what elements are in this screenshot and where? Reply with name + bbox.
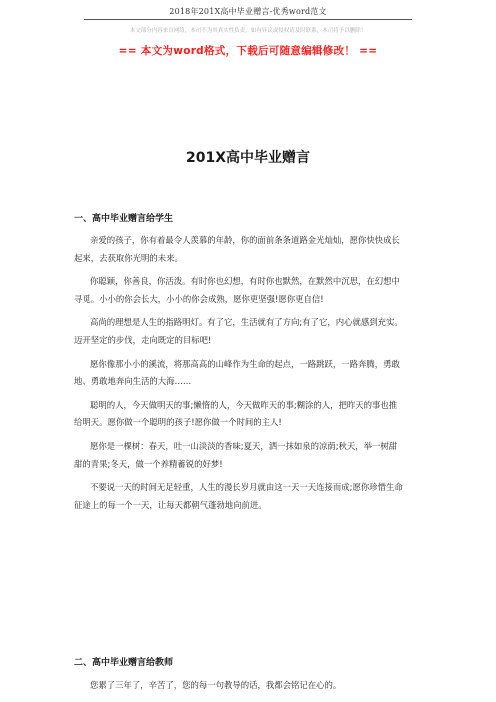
document-title: 201X高中毕业赠言	[185, 150, 311, 166]
paragraph: 聪明的人，今天做明天的事;懒惰的人，今天做昨天的事;糊涂的人，把昨天的事也推给明天。愿你做一个聪明的孩子!愿你做一个时间的主人!	[74, 399, 398, 428]
section-teachers-body	[74, 677, 404, 695]
paragraph: 亲爱的孩子，你有着最令人羡慕的年龄，你的面前条条道路金光灿灿，愿你快快成长起来，去获取你光明的未来。	[74, 235, 400, 263]
paragraph: 您累了三年了，辛苦了，您的每一句教导的话，我都会铭记在心的。	[90, 680, 342, 690]
paragraph: 你聪颖，你善良，你活泼。有时你也幻想，有时你也默然，在默然中沉思，在幻想中寻觅。小小的你会长大，小小的你会成熟，愿你更坚强!愿你更自信!	[74, 276, 400, 304]
section-heading-students: 一、高中毕业赠言给学生	[74, 214, 174, 224]
paragraph: 不要说一天的时间无足轻重，人生的漫长岁月就由这一天一天连接而成;愿你珍惜生命征途上的每一个一天，让每天都朝气蓬勃地向前进。	[74, 482, 403, 510]
section-students-body	[74, 232, 404, 514]
paragraph: 愿你是一棵树：春天，吐一山淡淡的香味;夏天，洒一抹如泉的凉荫;秋天，举一树甜甜的青果;冬天，做一个养精蓄锐的好梦!	[74, 440, 398, 469]
paragraph: 高尚的理想是人生的指路明灯。有了它，生活就有了方向;有了它，内心就感到充实。迈开坚定的步伐，走向既定的目标吧!	[74, 317, 403, 345]
word-format-notice: == 本文为word格式，下载后可随意编辑修改！ ==	[118, 45, 378, 57]
section-heading-teachers: 二、高中毕业赠言给教师	[74, 658, 174, 668]
header-divider	[84, 19, 412, 20]
paragraph: 愿你像那小小的溪流，将那高高的山峰作为生命的起点，一路跳跃，一路奔腾，勇敢地、勇敢地奔向生活的大海……	[74, 358, 400, 387]
page-header-title: 2018年201X高中毕业赠言-优秀word范文	[169, 7, 327, 16]
disclaimer-text: 本文部分内容来自网络，本司不为其真实性负责，如有异议或侵权请及时联系，本司将予以删除！	[129, 28, 367, 34]
